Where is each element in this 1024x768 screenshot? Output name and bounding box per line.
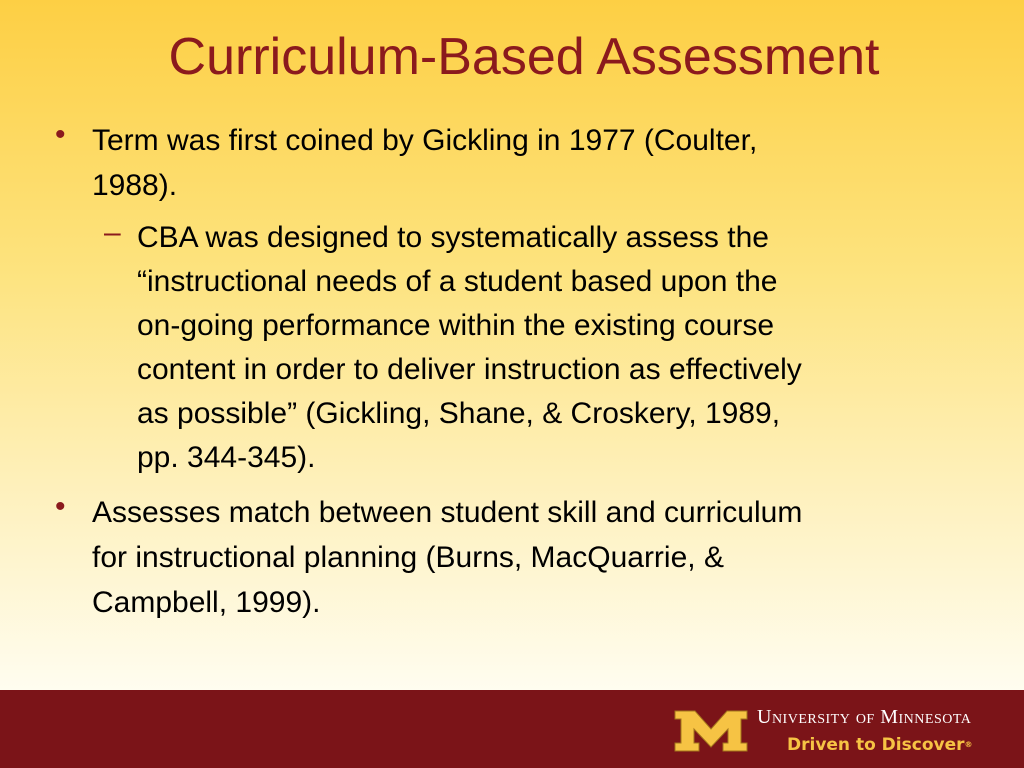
sub-bullet-line-4: content in order to deliver instruction as effectively: [137, 353, 802, 386]
bullet-2-line-3: Campbell, 1999).: [92, 586, 321, 619]
sub-bullet-line-5: as possible” (Gickling, Shane, & Croskery, 1989,: [137, 397, 781, 430]
bullet-marker: •: [55, 118, 66, 151]
bullet-marker: •: [55, 490, 66, 523]
sub-bullet-line-1: CBA was designed to systematically assess the: [137, 221, 769, 254]
sub-bullet-line-2: “instructional needs of a student based upon the: [137, 265, 778, 298]
sub-bullet-line-6: pp. 344-345).: [137, 441, 316, 474]
bullet-1-line-2: 1988).: [92, 169, 178, 202]
slide-title: Curriculum-Based Assessment: [168, 28, 880, 86]
tagline-text: Driven to Discover: [787, 735, 965, 755]
bullet-2-line-2: for instructional planning (Burns, MacQuarrie, &: [92, 541, 724, 574]
block-m-logo-icon: [673, 709, 749, 753]
university-name-text: University of Minnesota: [757, 706, 972, 728]
bullet-1-line-1: Term was first coined by Gickling in 1977 (Coulter,: [92, 124, 758, 157]
bullet-2-line-1: Assesses match between student skill and curriculum: [92, 496, 803, 529]
tagline: [787, 733, 973, 757]
sub-bullet-marker: –: [104, 216, 121, 249]
sub-bullet-line-3: on-going performance within the existing course: [137, 309, 775, 342]
trademark-symbol: ®: [964, 740, 973, 749]
university-name: [757, 704, 971, 730]
